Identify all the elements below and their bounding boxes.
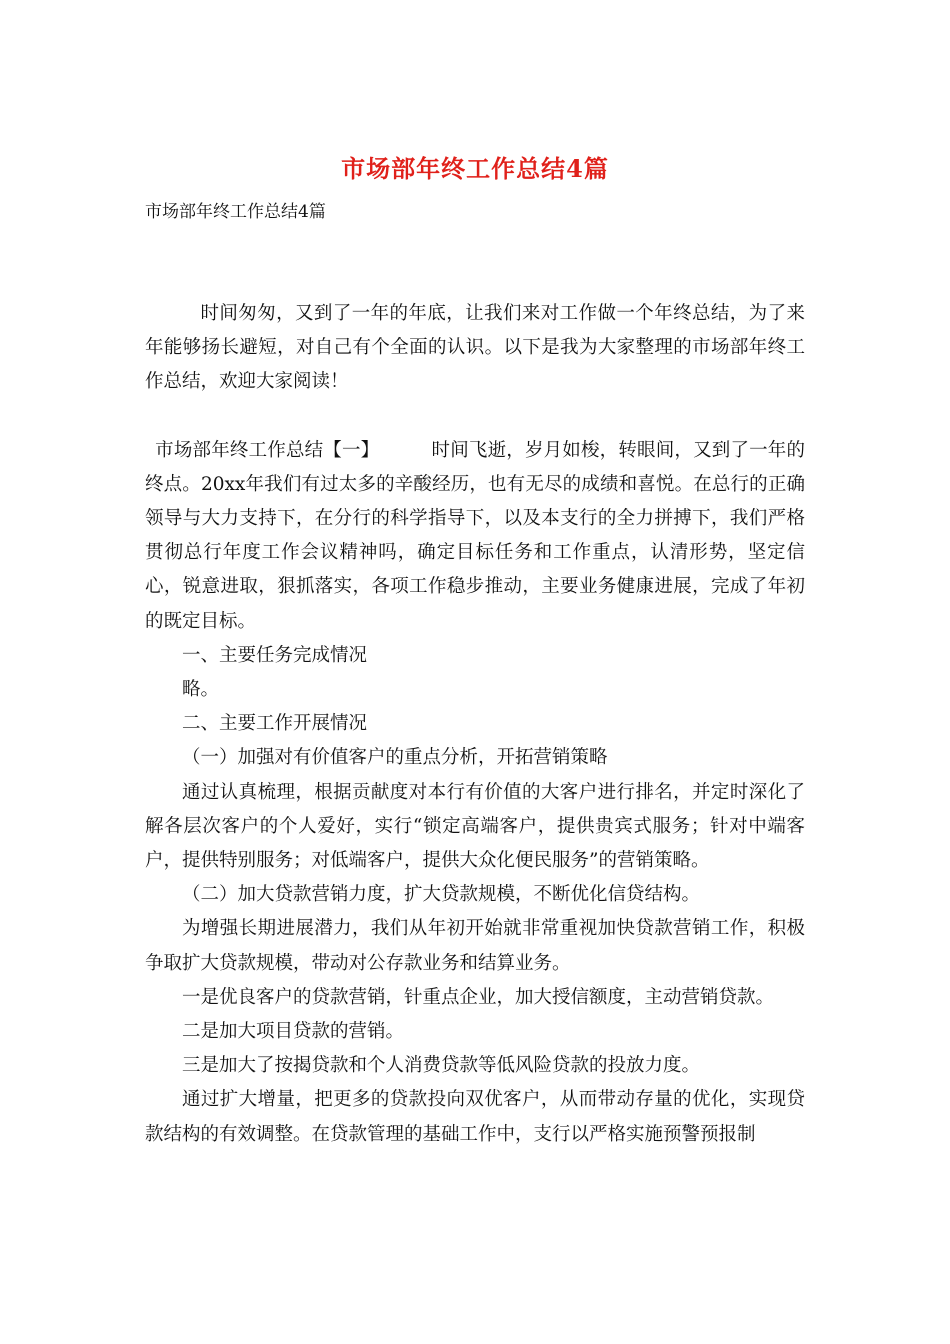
document-title: 市场部年终工作总结4篇 [341,154,609,183]
document-subtitle: 市场部年终工作总结4篇 [145,202,326,222]
paragraph-gap [145,400,805,434]
heading-main-tasks: 一、主要任务完成情况 [182,644,368,666]
loan-marketing-paragraph: 为增强长期进展潜力，我们从年初开始就非常重视加快贷款营销工作，积极争取扩大贷款规模，带动对公存款业务和结算业务。 [145,918,805,974]
loan-structure-paragraph: 通过扩大增量，把更多的贷款投向双优客户，从而带动存量的优化，实现贷款结构的有效调整。在贷款管理的基础工作中，支行以严格实施预警预报制 [145,1089,805,1145]
document-body [145,297,805,1152]
customer-analysis-paragraph: 通过认真梳理，根据贡献度对本行有价值的大客户进行排名，并定时深化了解各层次客户的个人爱好，实行“锁定高端客户，提供贵宾式服务；针对中端客户，提供特别服务；对低端客户，提供大众化便民服务”的营销策略。 [145,781,805,872]
section-one-heading: 市场部年终工作总结【一】 [155,439,380,461]
section-one-text: 时间飞逝，岁月如梭，转眼间，又到了一年的终点。20xx年我们有过太多的辛酸经历，也有无尽的成绩和喜悦。在总行的正确领导与大力支持下，在分行的科学指导下，以及本支行的全力拼搏下，我们严格贯彻总行年度工作会议精神吗，确定目标任务和工作重点，认清形势，坚定信心，锐意进取，狠抓落实，各项工作稳步推动，主要业务健康进展，完成了年初的既定目标。 [145,439,805,632]
loan-point-three: 三是加大了按揭贷款和个人消费贷款等低风险贷款的投放力度。 [182,1055,701,1077]
section-one-paragraph [145,434,805,639]
subheading-loan-marketing: （二）加大贷款营销力度，扩大贷款规模，不断优化信贷结构。 [182,884,701,906]
subheading-customer-analysis: （一）加强对有价值客户的重点分析，开拓营销策略 [182,747,608,769]
loan-point-two: 二是加大项目贷款的营销。 [182,1021,405,1043]
loan-point-one: 一是优良客户的贷款营销，针重点企业，加大授信额度，主动营销贷款。 [182,986,775,1008]
omitted-paragraph: 略。 [182,679,220,701]
intro-paragraph: 时间匆匆，又到了一年的年底，让我们来对工作做一个年终总结，为了来年能够扬长避短，对自己有个全面的认识。以下是我为大家整理的市场部年终工作总结，欢迎大家阅读！ [145,303,805,393]
heading-main-work: 二、主要工作开展情况 [182,713,368,735]
